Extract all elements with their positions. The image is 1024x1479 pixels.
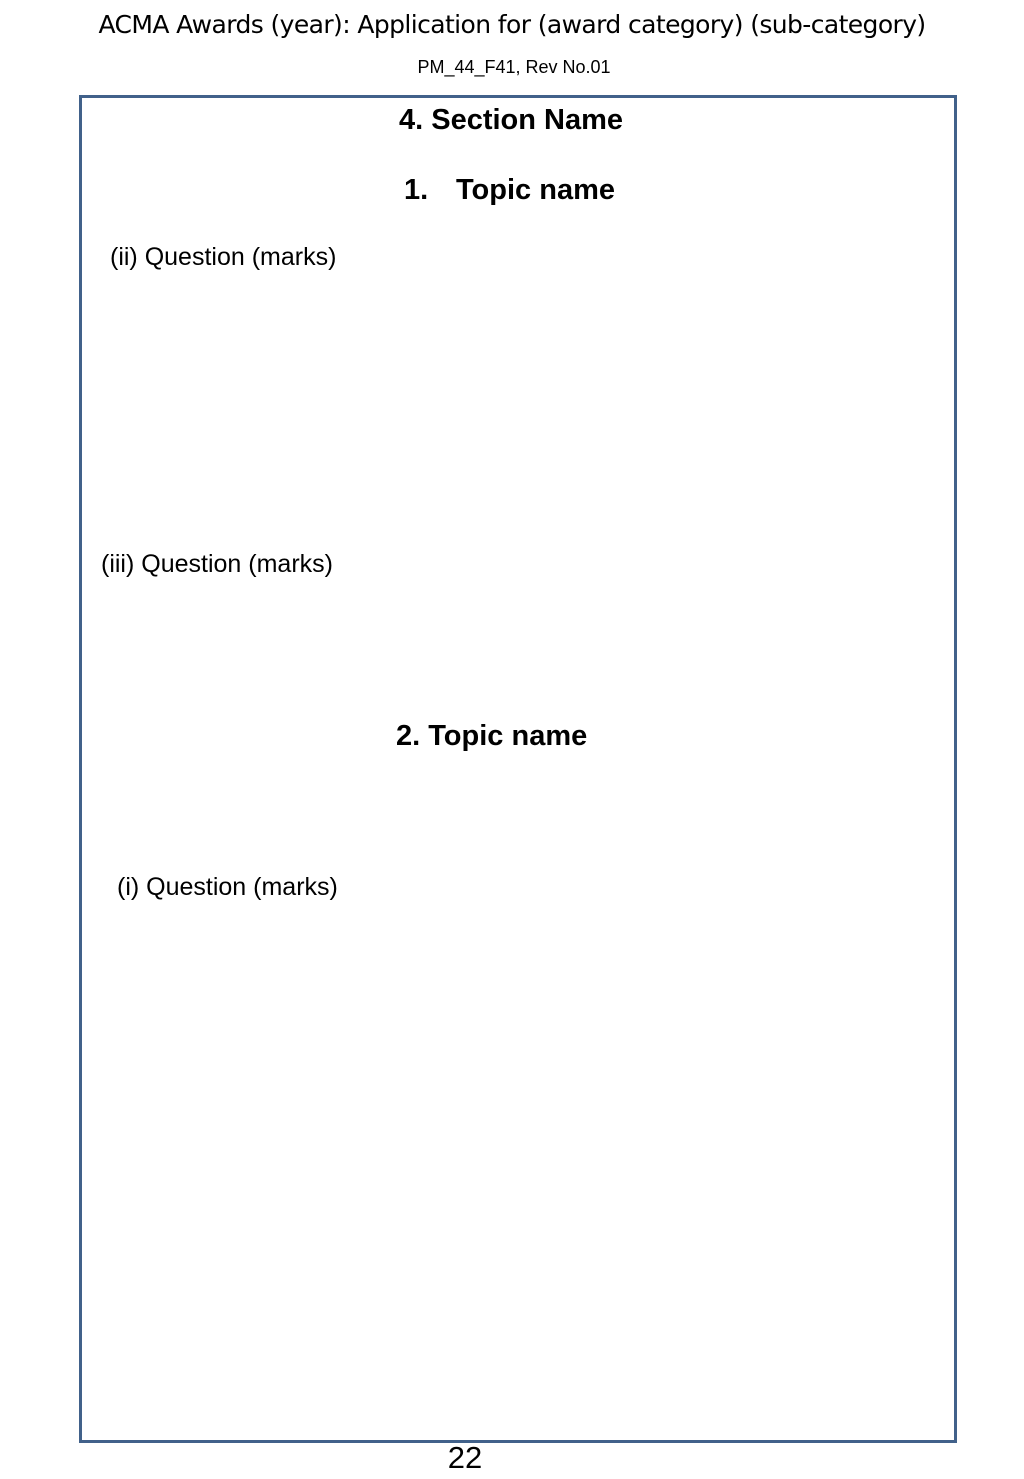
question-label: (i) Question (marks)	[117, 873, 338, 901]
topic-name: Topic name	[456, 174, 615, 206]
document-revision-code: PM_44_F41, Rev No.01	[417, 57, 611, 77]
topic-heading-1	[404, 174, 615, 207]
topic-number: 1.	[404, 174, 429, 206]
form-section-frame	[79, 95, 957, 1443]
question-label: (ii) Question (marks)	[110, 243, 337, 271]
page-number: 22	[447, 1440, 483, 1475]
section-title: 4. Section Name	[398, 104, 624, 136]
question-label: (iii) Question (marks)	[101, 550, 333, 578]
topic-heading-2: 2. Topic name	[396, 720, 588, 752]
document-title: ACMA Awards (year): Application for (award category) (sub-category)	[98, 10, 926, 39]
